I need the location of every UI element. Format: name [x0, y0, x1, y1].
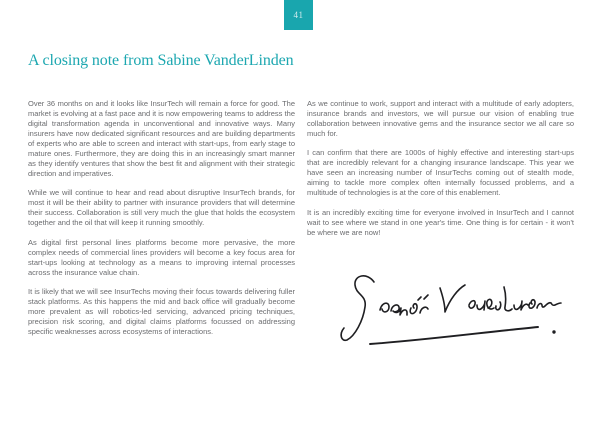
- page-title: A closing note from Sabine VanderLinden: [28, 52, 294, 69]
- paragraph: As digital first personal lines platforms become more pervasive, the more complex needs of commercial lines providers will become a key focus area for start-ups looking at technology as a means to improving internal processes across the insurance value chain.: [28, 237, 295, 277]
- paragraph: As we continue to work, support and interact with a multitude of early adopters, insurance brands and investors, we will pursue our vision of enabling true collaboration between innovative gems and the insurance sector we all care so much for.: [307, 99, 574, 138]
- paragraph: It is an incredibly exciting time for everyone involved in InsurTech and I cannot wait to see where we stand in one year's time. One thing is for certain - it won't be where we are now!: [307, 207, 574, 237]
- paragraph: While we will continue to hear and read about disruptive InsurTech brands, for most it will be their ability to partner with insurance providers that will determine their success. Collaboration is still very much the glue that holds the ecosystem together and the oil that will keep it running smoothly.: [28, 188, 295, 228]
- signature-dot: [552, 330, 555, 333]
- page-number: 41: [293, 10, 304, 20]
- paragraph: Over 36 months on and it looks like InsurTech will remain a force for good. The market is evolving at a fast pace and it is now empowering teams to address the digital transformation agenda in unconventional and innovative ways. Many insurers have now dedicated significant resources and are building departments of experts who are able to screen and interact with start-ups, from early stage to mature ones. Furthermore, they are doing this in an increasingly smart manner as they identify ventures that show the best fit and alignment with their strategic direction and imperatives.: [28, 99, 295, 178]
- page-number-badge: [284, 0, 313, 30]
- left-column: [28, 99, 295, 346]
- signature-script: [336, 270, 580, 364]
- paragraph: I can confirm that there are 1000s of highly effective and interesting start-ups that are incredibly relevant for a changing insurance landscape. This year we have seen an increasing number of InsurTechs coming out of stealth mode, aiming to tackle more complex often internally focussed problems, and a multitude of technologies is at the core of this enablement.: [307, 148, 574, 198]
- signature: [336, 270, 580, 364]
- paragraph: It is likely that we will see InsurTechs moving their focus towards delivering fuller stack platforms. As this happens the mid and back office will gradually become more prevalent as will robotics-led servicing, advanced pricing techniques, precision risk scoring, and digital claims platforms focussed on addressing specific weaknesses across ecosystems of interactions.: [28, 287, 295, 336]
